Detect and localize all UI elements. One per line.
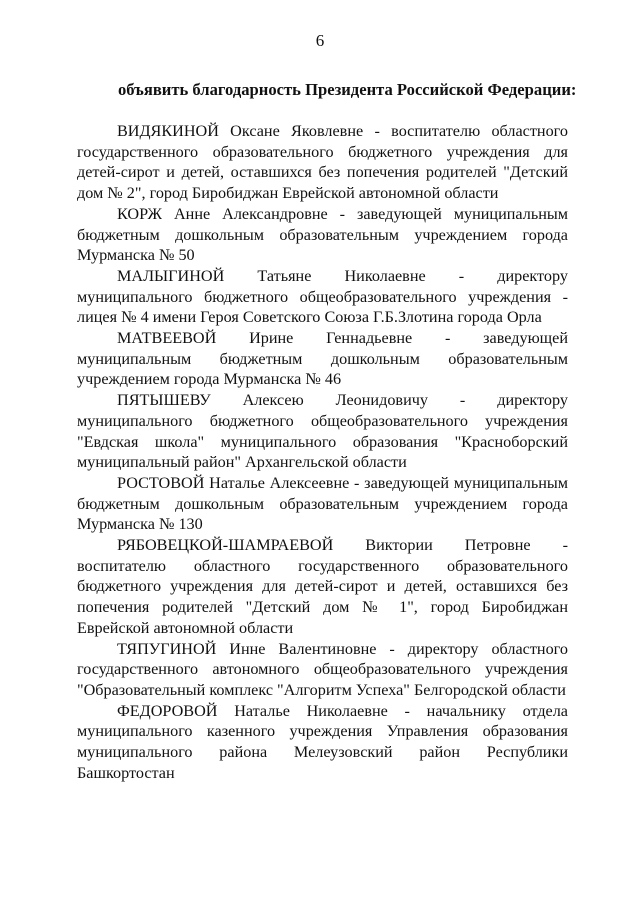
award-entry: ВИДЯКИНОЙ Оксане Яковлевне - воспитателю областного государственного образовательного бюджетного учреждения для детей-сирот и детей, оставшихся без попечения родителей "Детский дом № 2", город Биробиджан Еврейской автономной области [77,122,568,203]
award-list [77,121,568,784]
award-entry: МАЛЫГИНОЙ Татьяне Николаевне - директору муниципального бюджетного общеобразовательного учреждения - лицея № 4 имени Героя Советского Союза Г.Б.Злотина города Орла [77,266,568,327]
award-entry: РОСТОВОЙ Наталье Алексеевне - заведующей муниципальным бюджетным дошкольным образовательным учреждением города Мурманска № 130 [77,473,568,534]
award-entry: РЯБОВЕЦКОЙ-ШАМРАЕВОЙ Виктории Петровне - воспитателю областного государственного образовательного бюджетного учреждения для детей-сирот и детей, оставшихся без попечения родителей "Детский дом № 1", город Биробиджан Еврейской автономной области [77,536,568,637]
award-entry: ТЯПУГИНОЙ Инне Валентиновне - директору областного государственного автономного общеобразовательного учреждения "Образовательный комплекс "Алгоритм Успеха" Белгородской области [77,639,568,699]
award-entry: ФЕДОРОВОЙ Наталье Николаевне - начальнику отдела муниципального казенного учреждения Управления образования муниципального района Мелеузовский район Республики Башкортостан [77,701,568,782]
page-number: 6 [315,31,325,50]
award-entry: КОРЖ Анне Александровне - заведующей муниципальным бюджетным дошкольным образовательным учреждением города Мурманска № 50 [77,204,568,265]
decree-heading: объявить благодарность Президента Российской Федерации: [118,80,577,99]
award-entry: ПЯТЫШЕВУ Алексею Леонидовичу - директору муниципального бюджетного общеобразовательного учреждения "Евдская школа" муниципального образования "Красноборский муниципальный район" Архангельской области [77,391,568,472]
award-entry: МАТВЕЕВОЙ Ирине Геннадьевне - заведующей муниципальным бюджетным дошкольным образовательным учреждением города Мурманска № 46 [77,329,568,389]
